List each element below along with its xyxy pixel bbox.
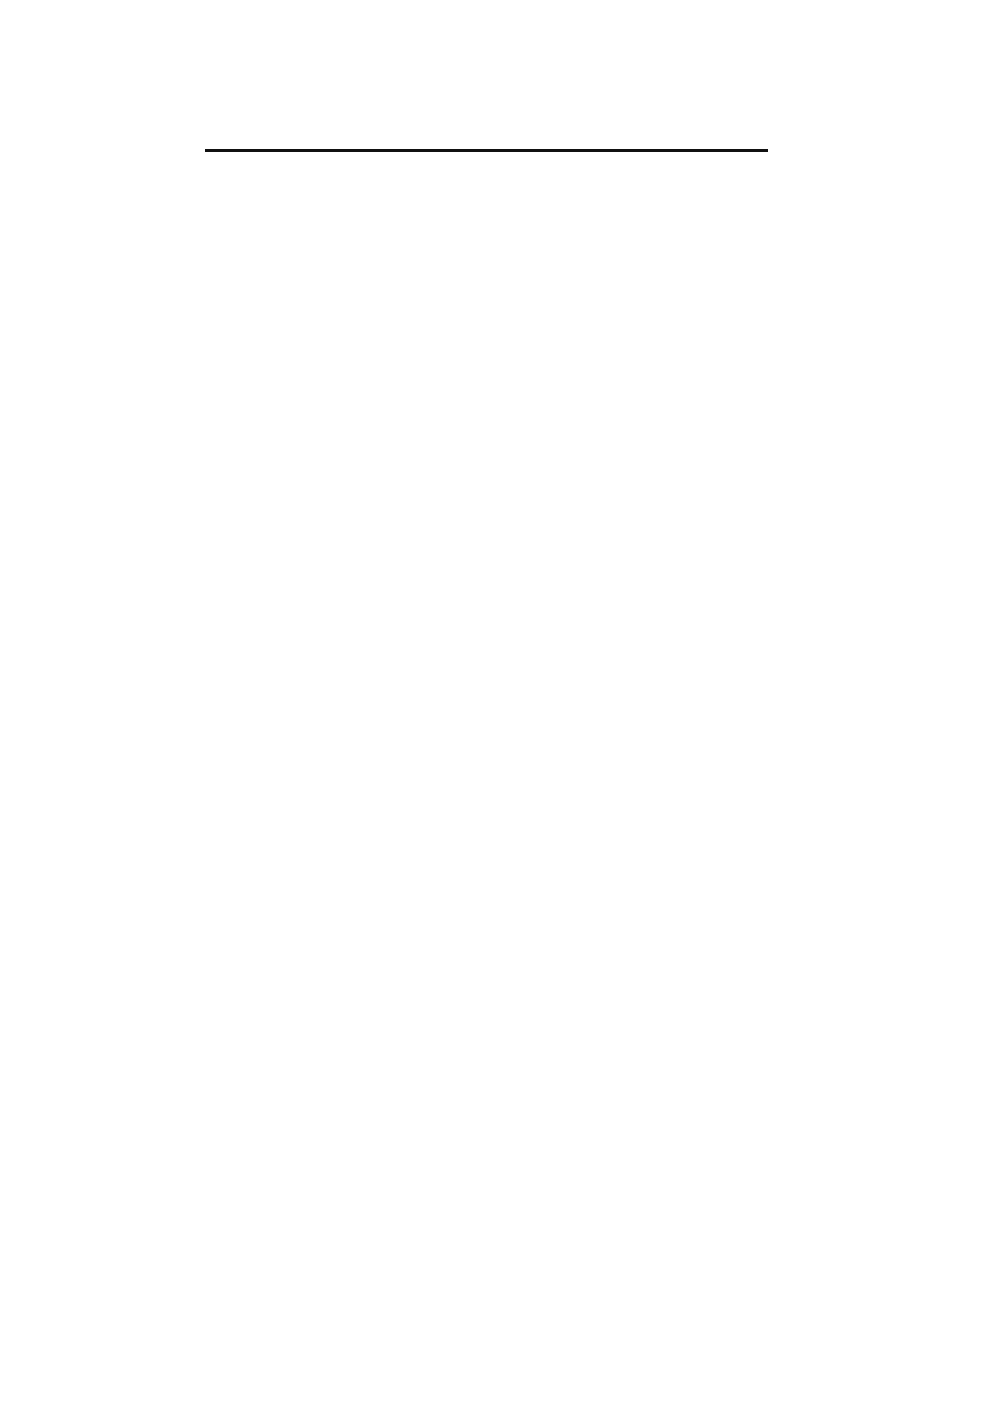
header-rule [205, 149, 768, 152]
